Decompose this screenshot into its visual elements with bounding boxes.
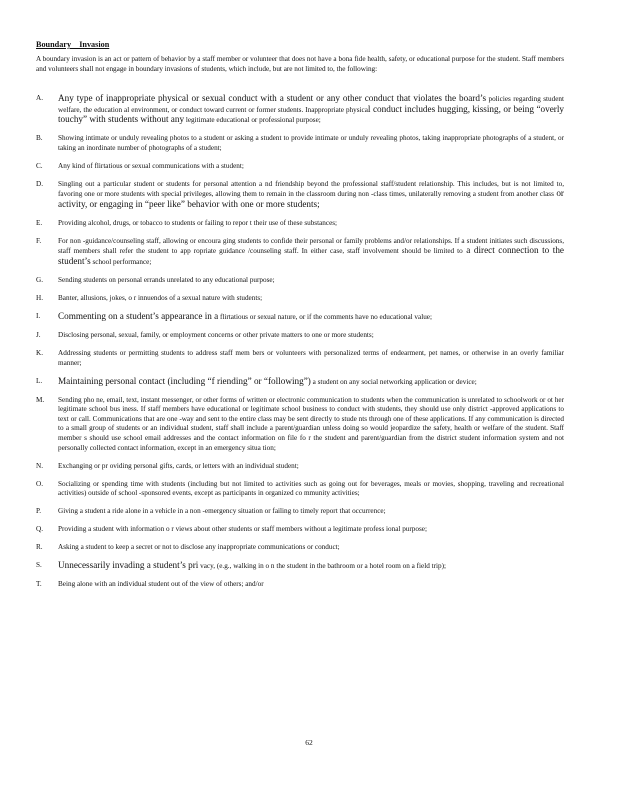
list-item-letter: F. xyxy=(36,236,42,245)
text-segment: Being alone with an individual student out of the view of others; and/or xyxy=(58,580,264,589)
text-segment: a direct connection to the student’s xyxy=(58,245,565,267)
text-segment: Singling out a particular student or students for personal attention a nd friendship beyond the professional staff/student relationship. This includes, but is not limited to, favoring one or more students with special privileges, allowing them to remain in the classroom during non -class times, unilaterally removing a student from another class xyxy=(58,179,564,199)
text-segment: Any type of inappropriate physical or sexual conduct with a student or any other conduct that violates the board’s xyxy=(58,93,487,103)
list-item-letter: K. xyxy=(36,349,43,357)
list-item-text xyxy=(58,480,564,498)
text-segment: Banter, allusions, jokes, o r innuendos of a sexual nature with students; xyxy=(58,294,263,303)
list-item-letter: E. xyxy=(36,218,43,227)
intro-paragraph: A boundary invasion is an act or pattern of behavior by a staff member or volunteer that does not have a bona fide health, safety, or educational purpose for the student. Staff members and volunteers shall not engage in boundary invasions of students, which include, but are not limited to, the following: xyxy=(36,55,564,73)
text-segment: or activity, or engaging in “peer like” behavior with one or more students; xyxy=(58,188,564,209)
list-item xyxy=(36,237,564,268)
list-item xyxy=(36,312,564,323)
list-item xyxy=(36,525,564,535)
text-segment: Addressing students or permitting students to address staff mem bers or volunteers with personalized terms of endearment, pet names, or otherwise in an overly familiar manner; xyxy=(58,349,564,367)
list-item xyxy=(36,294,564,304)
list-item-text xyxy=(58,580,264,588)
list-item xyxy=(36,331,564,341)
text-segment: Disclosing personal, sexual, family, or employment concerns or other private matters to one or more students; xyxy=(58,331,374,340)
list-item-text xyxy=(58,180,564,209)
text-segment: Any kind of flirtatious or sexual communications with a student; xyxy=(58,161,244,170)
text-segment: Exchanging or pr oviding personal gifts, cards, or letters with an individual student; xyxy=(58,461,299,470)
list-item-letter: C. xyxy=(36,161,43,170)
list-item-text xyxy=(58,562,446,570)
text-segment: Sending students on personal errands unrelated to any educational purpose; xyxy=(58,276,275,285)
text-segment: Showing intimate or unduly revealing photos to a student or asking a student to provide intimate or unduly revealing photos, taking inappropriate photographs of a student, or taking an inordinate number of photographs of a student; xyxy=(58,134,564,152)
list-item xyxy=(36,580,564,590)
list-item-text xyxy=(58,525,427,533)
text-segment: Providing a student with information o r views about other students or staff members without a legitimate profess ional purpose; xyxy=(58,525,427,534)
list-item-letter: P. xyxy=(36,507,41,516)
list-item-letter: B. xyxy=(36,134,43,143)
text-segment: policies regarding student welfare, the education al environment, or conduct toward current or former students. Inappropriate physica xyxy=(58,95,564,114)
list-item-text xyxy=(58,543,340,551)
list-item-letter: T. xyxy=(36,580,42,589)
list-item-letter: H. xyxy=(36,294,43,303)
list-item-letter: M. xyxy=(36,395,45,404)
list-item xyxy=(36,349,564,368)
text-segment: vacy, (e.g., walking in o n the student in the bathroom or a hotel room on a field trip); xyxy=(198,562,446,571)
list-item-text xyxy=(58,237,564,266)
text-segment: legitimate educational or professional purpose; xyxy=(184,116,321,125)
list-item xyxy=(36,396,564,454)
list-item-letter: J. xyxy=(36,331,41,340)
list-item-letter: D. xyxy=(36,179,43,188)
list-item xyxy=(36,94,564,126)
text-segment: Sending pho ne, email, text, instant messenger, or other forms of written or electronic communication to students when the communication is unrelated to schoolwork or ot her legitimate school bus iness. If staff members have educational or legitimate school business to conduct with students, they should use only district -approved applications to text or call. Communications that are one -way and sent to the entire class may be sent directly to stude nts through one of these applications. If any communication is directed to a small group of students or an individual student, staff shall include a parent/guardian unless doing so would jeopardize the safety, health or welfare of the student. Staff member s should use school email addresses and the contact information on file fo r the student and parent/guardian from the district student information system and not personally collected contact information, except in an emergency situa tion; xyxy=(58,395,564,452)
list-item-text xyxy=(58,349,564,367)
page-number: 62 xyxy=(305,738,313,747)
text-segment: l conduct includes hugging, kissing, or being “overly touchy” with students without any xyxy=(58,103,564,125)
text-segment: For non -guidance/counseling staff, allowing or encoura ging students to confide their personal or family problems and/or relationships. If a student initiates such discussions, staff members shall refer the student to app ropriate guidance /counseling staff. In either case, staff involvement should be limited to xyxy=(58,236,564,256)
list-item xyxy=(36,180,564,211)
text-segment: Unnecessarily invading a student’s pri xyxy=(58,560,199,571)
list-item-letter: A. xyxy=(36,94,43,102)
list-item-text xyxy=(58,507,386,515)
list-item xyxy=(36,507,564,517)
list-item-text xyxy=(58,219,337,227)
list-item xyxy=(36,219,564,229)
list-item-text xyxy=(58,331,374,339)
list-item xyxy=(36,543,564,553)
list-item xyxy=(36,480,564,499)
list-item-letter: R. xyxy=(36,543,43,552)
list-item-text xyxy=(58,462,299,470)
list-item-text xyxy=(58,396,564,452)
text-segment: Giving a student a ride alone in a vehicle in a non -emergency situation or failing to timely report that occurrence; xyxy=(58,507,386,516)
list-item-letter: S. xyxy=(36,561,42,570)
list-item-text xyxy=(58,276,275,284)
text-segment: Commenting on a student’s appearance in a xyxy=(58,311,219,322)
list-item-letter: L. xyxy=(36,376,43,385)
text-segment: Socializing or spending time with students (including but not limited to activities such as going out for beverages, meals or movies, shopping, traveling and recreational activities) outside of school -sponsored events, except as participants in organized co mmunity activities; xyxy=(58,479,564,498)
list-item-text xyxy=(58,375,477,386)
list-item-text xyxy=(58,313,432,321)
list-item-text xyxy=(58,134,564,152)
list-item-text xyxy=(58,294,262,302)
list-item xyxy=(36,462,564,472)
boundary-invasion-list xyxy=(36,94,564,598)
list-item-letter: O. xyxy=(36,479,43,488)
list-item xyxy=(36,377,564,388)
list-item-text xyxy=(58,162,244,170)
text-segment: a student on any social networking application or device; xyxy=(310,377,477,386)
section-heading: Boundary Invasion xyxy=(36,40,110,49)
text-segment: flirtatious or sexual nature, or if the comments have no educational value; xyxy=(218,313,432,322)
text-segment: Asking a student to keep a secret or not to disclose any inappropriate communications or conduct; xyxy=(58,543,340,552)
list-item-text xyxy=(58,95,564,124)
list-item xyxy=(36,162,564,172)
list-item-letter: N. xyxy=(36,461,43,470)
list-item-letter: I. xyxy=(36,312,41,321)
list-item xyxy=(36,276,564,286)
list-item xyxy=(36,134,564,153)
text-segment: Maintaining personal contact (including “f riending” or “following”) xyxy=(58,375,311,386)
list-item-letter: G. xyxy=(36,276,43,285)
list-item-letter: Q. xyxy=(36,525,43,534)
text-segment: Providing alcohol, drugs, or tobacco to students or failing to repor t their use of these substances; xyxy=(58,218,338,227)
list-item xyxy=(36,561,564,572)
text-segment: school performance; xyxy=(90,258,152,267)
